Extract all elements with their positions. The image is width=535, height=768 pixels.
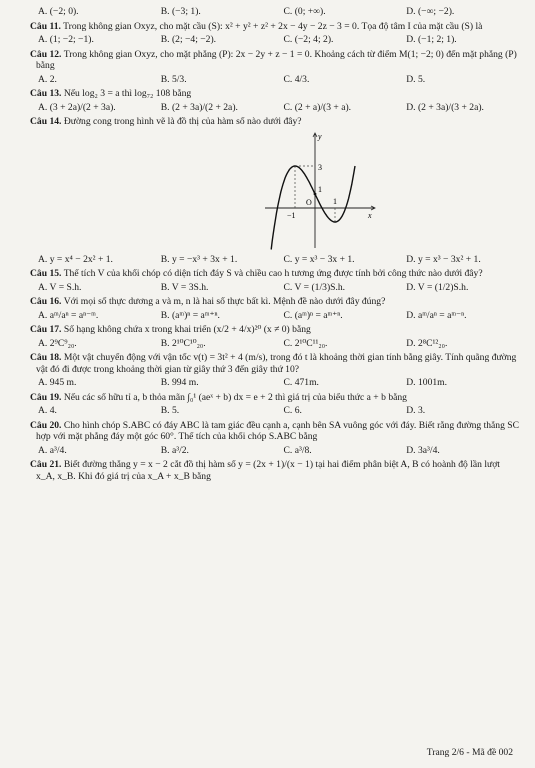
option-b: B. (2; −4; −2). [160, 34, 217, 45]
option-c: C. (aᵐ)ⁿ = aᵐ⁺ⁿ. [283, 309, 343, 321]
q10-option-d: D. (−∞; −2). [406, 6, 455, 17]
question-13 [30, 88, 521, 113]
option-b: B. 5/3. [160, 73, 187, 85]
option-b: B. V = 3S.h. [160, 281, 209, 293]
question-number: Câu 11. [30, 20, 61, 32]
option-b: B. a³/2. [160, 444, 189, 456]
option-b: B. 994 m. [160, 377, 199, 388]
question-number: Câu 14. [30, 116, 62, 127]
option-c: C. V = (1/3)S.h. [283, 281, 346, 293]
option-a: A. 2⁹C⁹₂₀. [38, 337, 77, 349]
option-c: C. (2 + a)/(3 + a). [283, 101, 352, 113]
option-d: D. 3a³/4. [406, 444, 440, 456]
option-d: D. 5. [406, 73, 426, 85]
question-17 [30, 324, 521, 349]
option-b: B. (aᵐ)ⁿ = aᵐ⁺ⁿ. [160, 309, 220, 321]
question-number: Câu 12. [30, 48, 62, 60]
question-body: Nếu log₂ 3 = a thì log₇₂ 108 bằng [63, 88, 192, 99]
options-row [30, 254, 521, 266]
question-20 [30, 420, 521, 457]
question-text [30, 352, 521, 375]
question-number: Câu 15. [30, 268, 62, 279]
question-text [30, 296, 521, 308]
question-body: Thể tích V của khối chóp có diện tích đáy S và chiều cao h tương ứng được tính bởi công thức nào dưới đây? [63, 268, 483, 279]
question-21 [30, 459, 521, 482]
options-row [30, 445, 521, 457]
option-d: D. 2⁸C¹²₂₀. [406, 337, 448, 349]
question-14 [30, 116, 521, 265]
option-c: C. 2¹⁰C¹¹₂₀. [283, 337, 328, 349]
label-x-minus1: −1 [287, 210, 296, 220]
question-16 [30, 296, 521, 321]
option-c: C. 4/3. [283, 73, 310, 85]
option-d: D. 1001m. [406, 377, 448, 388]
option-a: A. y = x⁴ − 2x² + 1. [38, 253, 113, 265]
option-b: B. 5. [160, 405, 180, 416]
question-list [30, 21, 521, 483]
question-18 [30, 352, 521, 389]
option-b: B. y = −x³ + 3x + 1. [160, 253, 238, 265]
options-row [30, 377, 521, 389]
question-body: Trong không gian Oxyz, cho mặt phẳng (P): 2x − 2y + z − 1 = 0. Khoảng cách từ điểm M(1; −2; 0) đến mặt phẳng (P) bằng [36, 48, 517, 71]
options-row [30, 310, 521, 322]
question-body: Trong không gian Oxyz, cho mặt cầu (S): x² + y² + z² + 2x − 4y − 2z − 3 = 0. Tọa độ tâm I của mặt cầu (S) là [63, 20, 483, 32]
q10-option-b: B. (−3; 1). [160, 6, 201, 17]
option-b: B. (2 + 3a)/(2 + 2a). [160, 101, 238, 113]
options-row [30, 34, 521, 46]
option-a: A. a³/4. [38, 444, 67, 456]
function-graph [260, 130, 380, 252]
label-x: x [368, 210, 372, 220]
question-body: Một vật chuyển động với vận tốc v(t) = 3t² + 4 (m/s), trong đó t là khoảng thời gian tính bằng giây. Tính quãng đường vật đó đi được trong khoảng thời gian từ giây thứ 3 đến giây thứ 10? [36, 352, 517, 375]
question-text [30, 49, 521, 72]
question-text [30, 324, 521, 336]
question-text [30, 459, 521, 482]
question-text [30, 88, 521, 100]
question-text [30, 21, 521, 33]
point-y-intercept [314, 192, 317, 195]
option-a: A. (3 + 2a)/(2 + 3a). [38, 101, 116, 113]
option-b: B. 2¹⁰C¹⁰₂₀. [160, 337, 206, 349]
option-a: A. (1; −2; −1). [38, 34, 94, 45]
option-d: D. aᵐ/aⁿ = aᵐ⁻ⁿ. [406, 309, 467, 321]
question-body: Đường cong trong hình vẽ là đồ thị của hàm số nào dưới đây? [63, 116, 302, 127]
question-text [30, 392, 521, 404]
options-row [30, 74, 521, 86]
option-a: A. V = S.h. [38, 281, 82, 293]
option-a: A. 2. [38, 73, 57, 85]
option-d: D. y = x³ − 3x² + 1. [406, 253, 481, 265]
page-footer: Trang 2/6 - Mã đề 002 [426, 746, 513, 758]
question-text [30, 116, 521, 128]
question-body: Số hạng không chứa x trong khai triển (x/2 + 4/x)²⁰ (x ≠ 0) bằng [63, 324, 311, 335]
question-body: Nếu các số hữu tỉ a, b thỏa mãn ∫₀¹ (aeˣ + b) dx = e + 2 thì giá trị của biểu thức a + b bằng [63, 391, 407, 403]
question-body: Cho hình chóp S.ABC có đáy ABC là tam giác đều cạnh a, cạnh bên SA vuông góc với đáy. Biết rằng đường thẳng SC hợp với mặt phẳng đáy một góc 60°. Thể tích của khối chóp S.ABC bằng [36, 419, 520, 442]
option-d: D. (2 + 3a)/(3 + 2a). [406, 101, 484, 113]
option-c: C. y = x³ − 3x + 1. [283, 253, 355, 265]
option-d: D. 3. [406, 405, 426, 416]
question-text [30, 420, 521, 443]
options-row [30, 282, 521, 294]
question-number: Câu 20. [30, 419, 62, 431]
question-number: Câu 18. [30, 352, 62, 363]
question-19 [30, 392, 521, 417]
question-body: Biết đường thẳng y = x − 2 cắt đồ thị hàm số y = (2x + 1)/(x − 1) tại hai điểm phân biệt A, B có hoành độ lần lượt x_A, x_B. Khi đó giá trị của x_A + x_B bằng [36, 459, 500, 482]
question-11 [30, 21, 521, 46]
option-a: A. 4. [38, 405, 57, 416]
option-a: A. aᵐ/aⁿ = aⁿ⁻ᵐ. [38, 309, 99, 321]
option-a: A. 945 m. [38, 377, 77, 388]
label-origin: O [306, 197, 312, 207]
label-x-1: 1 [333, 196, 337, 206]
option-c: C. (−2; 4; 2). [283, 34, 334, 45]
question-number: Câu 21. [30, 459, 62, 470]
question-15 [30, 268, 521, 293]
option-c: C. a³/8. [283, 444, 312, 456]
question-12 [30, 49, 521, 86]
question-number: Câu 19. [30, 391, 62, 403]
label-y: y [318, 131, 322, 141]
question-number: Câu 16. [30, 296, 62, 307]
question-body: Với mọi số thực dương a và m, n là hai số thực bất kì. Mệnh đề nào dưới đây đúng? [63, 296, 386, 307]
graph-svg [260, 130, 380, 252]
q10-option-a: A. (−2; 0). [38, 6, 79, 17]
options-row [30, 102, 521, 114]
option-c: C. 6. [283, 405, 302, 416]
label-y-1: 1 [318, 184, 322, 194]
options-row [30, 405, 521, 417]
options-row [30, 338, 521, 350]
question-text [30, 268, 521, 280]
option-c: C. 471m. [283, 377, 319, 388]
q10-option-c: C. (0; +∞). [283, 6, 326, 17]
option-d: D. (−1; 2; 1). [406, 34, 457, 45]
q10-options [30, 6, 521, 18]
option-d: D. V = (1/2)S.h. [406, 281, 469, 293]
question-number: Câu 17. [30, 324, 62, 335]
question-number: Câu 13. [30, 88, 62, 99]
label-y-3: 3 [318, 162, 322, 172]
